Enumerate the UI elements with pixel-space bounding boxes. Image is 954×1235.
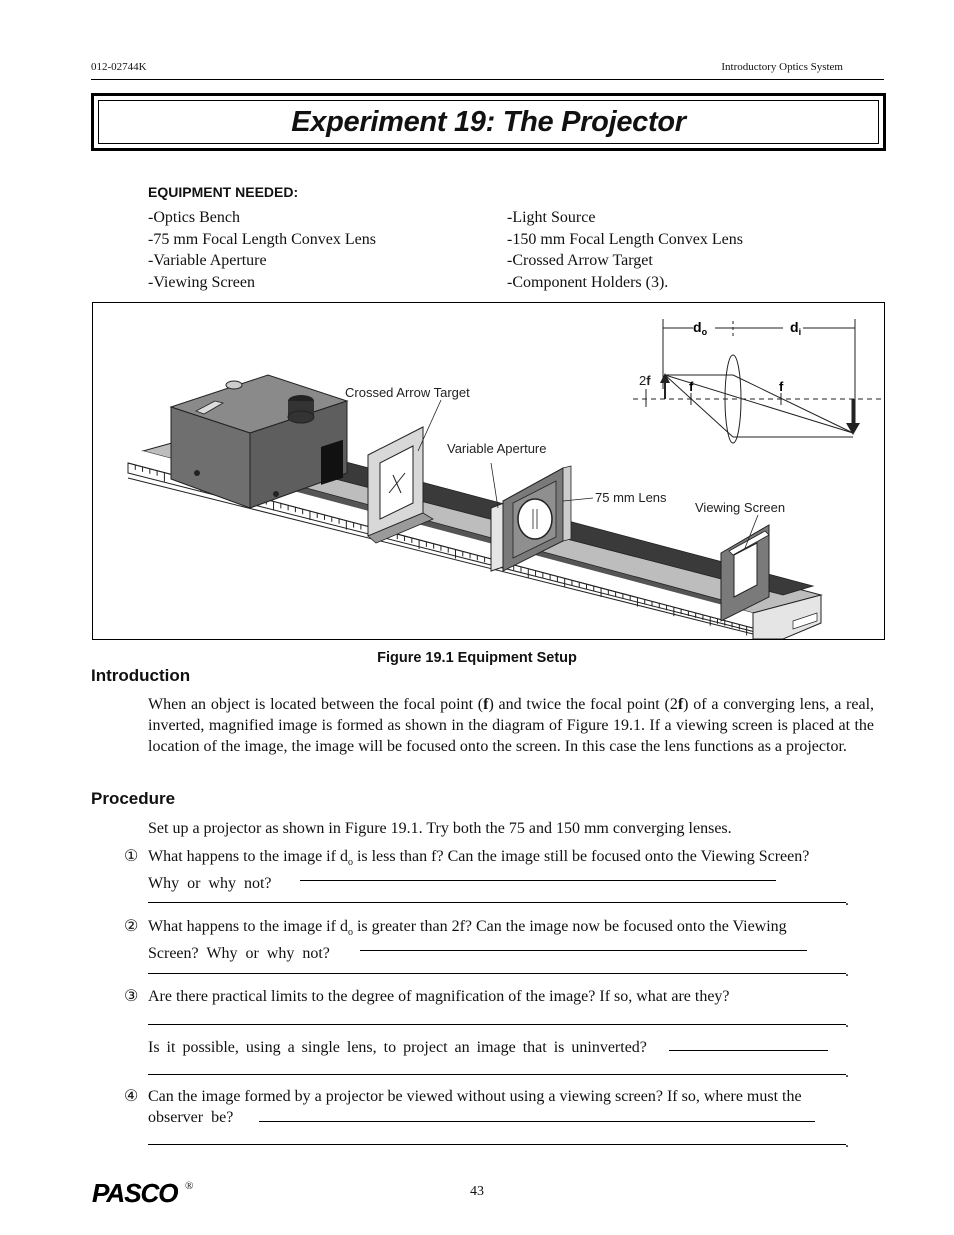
question-3-number: ③ bbox=[124, 988, 139, 1005]
answer-line[interactable] bbox=[259, 1121, 815, 1122]
answer-line-period: . bbox=[845, 1014, 849, 1031]
ray bbox=[665, 375, 733, 437]
page-number: 43 bbox=[470, 1184, 484, 1199]
equipment-setup-drawing bbox=[93, 303, 884, 639]
equipment-item: -75 mm Focal Length Convex Lens bbox=[148, 230, 376, 248]
ray-diagram bbox=[633, 319, 883, 443]
equipment-list-left bbox=[148, 207, 376, 294]
label-2f: 2f bbox=[639, 373, 651, 388]
registered-mark: ® bbox=[185, 1180, 194, 1192]
document-title: Introductory Optics System bbox=[721, 61, 843, 73]
screw bbox=[194, 470, 200, 476]
equipment-item: -Viewing Screen bbox=[148, 274, 255, 292]
answer-line-period: . bbox=[845, 963, 849, 980]
answer-line[interactable] bbox=[300, 880, 776, 881]
question-3: Are there practical limits to the degree of magnification of the image? If so, what are they? bbox=[148, 988, 730, 1005]
title-box bbox=[91, 93, 886, 151]
equipment-item: -Light Source bbox=[507, 209, 596, 226]
document-number: 012-02744K bbox=[91, 61, 147, 73]
equipment-item: -Component Holders (3). bbox=[507, 274, 669, 292]
label-f-right: f bbox=[779, 379, 784, 394]
question-1: What happens to the image if $d_o$ is less than f? Can the image still be focused onto the Viewing Screen? Why or why not? bbox=[148, 848, 810, 893]
answer-line[interactable] bbox=[148, 1024, 846, 1025]
label-di: $d_i$ bbox=[790, 319, 802, 337]
question-2-number: ② bbox=[124, 918, 139, 935]
answer-line[interactable] bbox=[148, 973, 846, 974]
question-4-number: ④ bbox=[124, 1088, 139, 1105]
screw bbox=[273, 491, 279, 497]
label-crossed-arrow-target: Crossed Arrow Target bbox=[345, 385, 470, 400]
page-title: Experiment 19: The Projector bbox=[291, 105, 686, 138]
answer-line[interactable] bbox=[669, 1050, 828, 1051]
introduction-heading: Introduction bbox=[91, 666, 191, 685]
light-source-window bbox=[321, 440, 343, 485]
question-3-followup: Is it possible, using a single lens, to project an image that is uninverted? bbox=[148, 1039, 647, 1056]
label-do: $d_o$ bbox=[693, 319, 708, 337]
light-source-bulb-cap bbox=[226, 381, 242, 389]
answer-line-period: . bbox=[845, 1134, 849, 1151]
figure-caption: Figure 19.1 Equipment Setup bbox=[377, 650, 577, 666]
equipment-list-right bbox=[507, 207, 743, 294]
label-75mm-lens: 75 mm Lens bbox=[595, 490, 667, 505]
equipment-setup-figure bbox=[92, 302, 885, 640]
answer-line[interactable] bbox=[148, 902, 846, 903]
equipment-item: -Optics Bench bbox=[148, 209, 240, 226]
title-inner-border bbox=[98, 100, 879, 144]
label-variable-aperture: Variable Aperture bbox=[447, 441, 547, 456]
answer-line[interactable] bbox=[148, 1074, 846, 1075]
lens-75mm bbox=[518, 499, 552, 539]
label-f-left: f bbox=[689, 379, 694, 394]
lens-holder-edge bbox=[563, 466, 571, 541]
label-viewing-screen: Viewing Screen bbox=[695, 500, 786, 515]
pasco-logo: PASCO bbox=[92, 1178, 178, 1208]
answer-line-period: . bbox=[845, 892, 849, 909]
image-arrowhead bbox=[846, 423, 860, 435]
answer-line[interactable] bbox=[148, 1144, 846, 1145]
equipment-item: -150 mm Focal Length Convex Lens bbox=[507, 230, 743, 248]
equipment-heading: EQUIPMENT NEEDED: bbox=[148, 184, 299, 200]
question-2: What happens to the image if $d_o$ is greater than 2f? Can the image now be focused onto the Viewing Screen? Why or why not? bbox=[148, 918, 787, 963]
question-1-number: ① bbox=[124, 848, 139, 865]
answer-line-period: . bbox=[845, 1064, 849, 1081]
leader-line bbox=[418, 400, 441, 451]
answer-line[interactable] bbox=[360, 950, 807, 951]
header-rule bbox=[91, 79, 884, 80]
procedure-heading: Procedure bbox=[91, 789, 176, 808]
equipment-item: -Variable Aperture bbox=[148, 252, 267, 270]
ray bbox=[733, 375, 853, 433]
equipment-item: -Crossed Arrow Target bbox=[507, 252, 653, 270]
procedure-intro: Set up a projector as shown in Figure 19.1. Try both the 75 and 150 mm converging lenses. bbox=[148, 820, 732, 837]
question-4: Can the image formed by a projector be viewed without using a viewing screen? If so, where must the observer be? bbox=[148, 1088, 802, 1126]
introduction-paragraph: When an object is located between the focal point (f) and twice the focal point (2f) of a converging lens, a real, inverted, magnified image is formed as shown in the diagram of Figure 19.1. If a viewing screen is placed at the location of the image, the image will be focused onto the screen. In this case the lens functions as a projector. bbox=[148, 696, 875, 755]
light-source-knob-base bbox=[288, 411, 314, 423]
